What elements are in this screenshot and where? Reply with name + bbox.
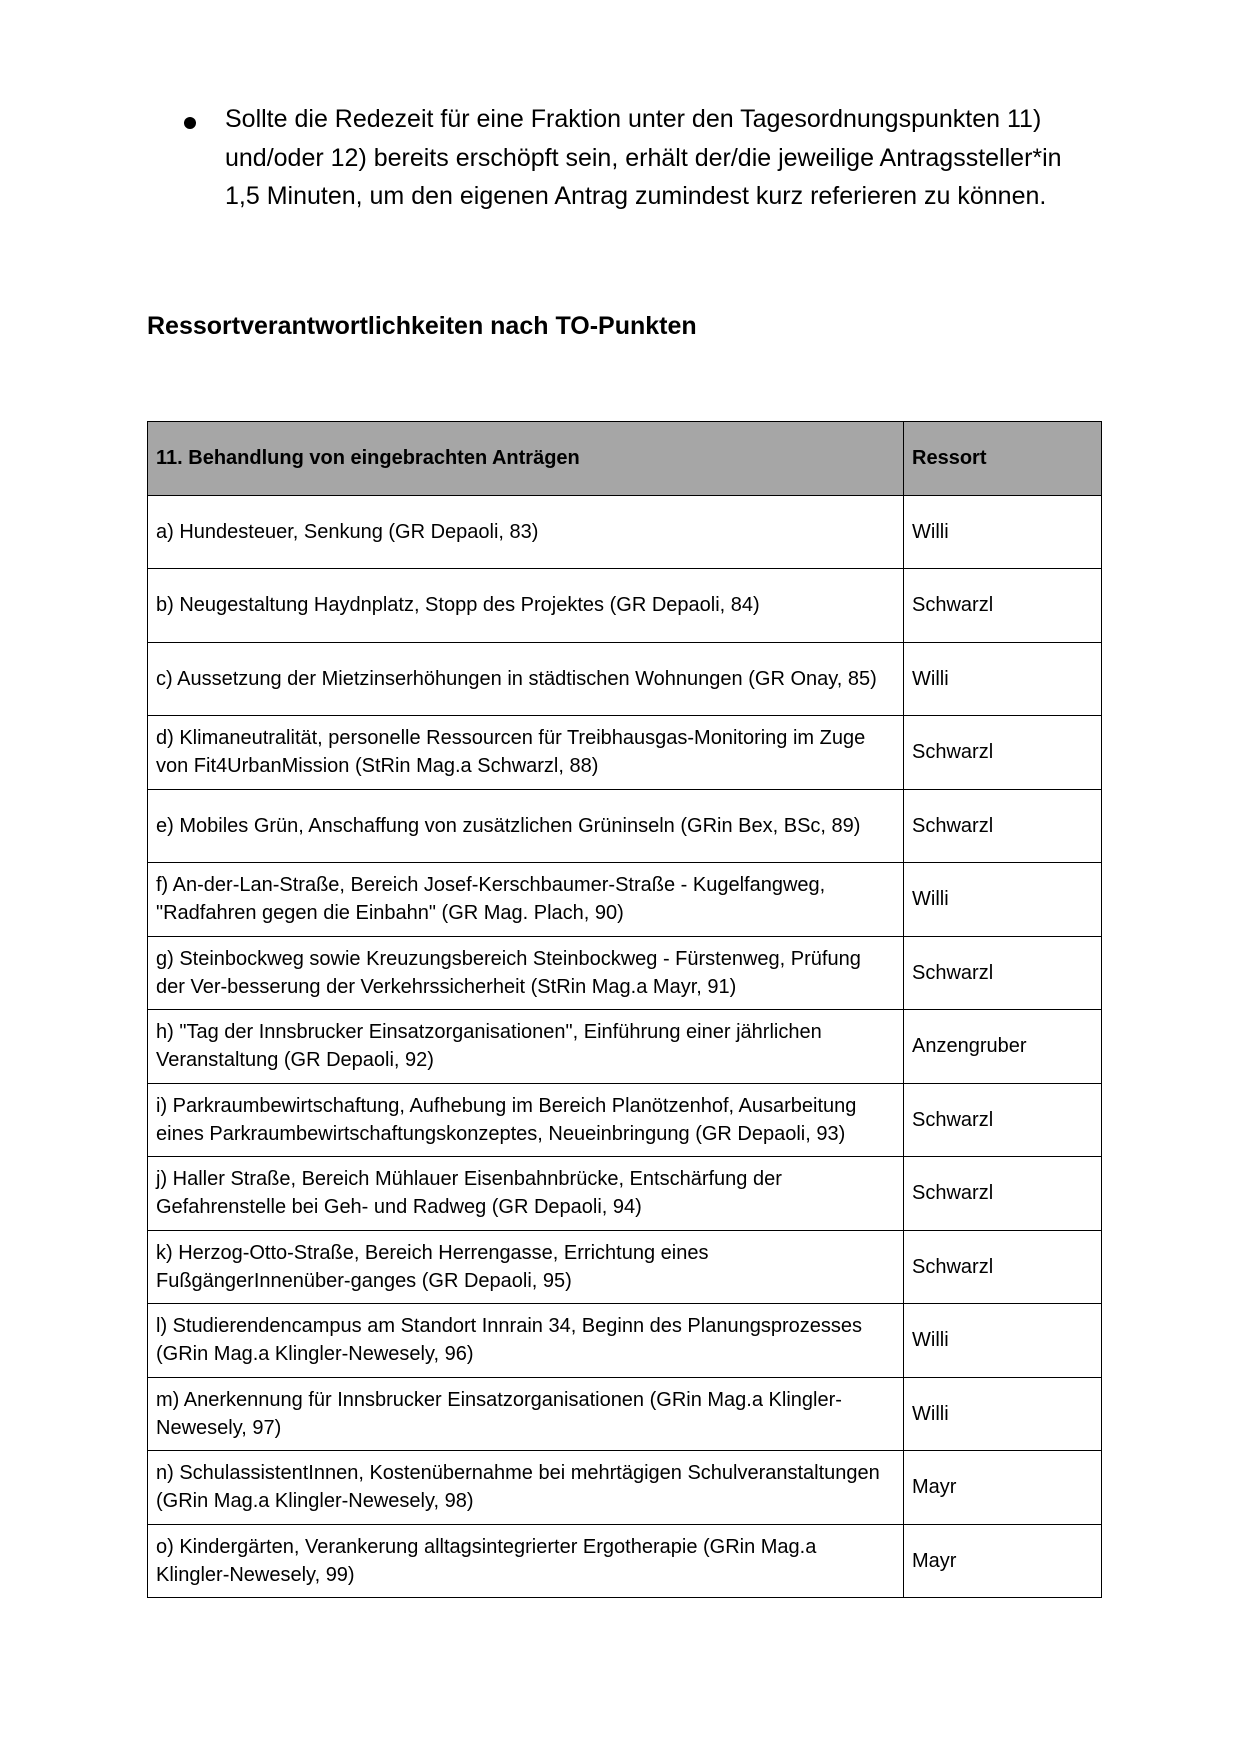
ressort-cell: Willi	[904, 1304, 1102, 1378]
item-cell: j) Haller Straße, Bereich Mühlauer Eisenbahnbrücke, Entschärfung der Gefahrenstelle bei Geh- und Radweg (GR Depaoli, 94)	[148, 1157, 904, 1231]
item-cell: f) An-der-Lan-Straße, Bereich Josef-Kerschbaumer-Straße - Kugelfangweg, "Radfahren gegen die Einbahn" (GR Mag. Plach, 90)	[148, 863, 904, 937]
ressort-table	[147, 421, 1102, 1598]
ressort-cell: Schwarzl	[904, 936, 1102, 1010]
table-row	[148, 1157, 1102, 1231]
ressort-cell: Schwarzl	[904, 1157, 1102, 1231]
item-cell: d) Klimaneutralität, personelle Ressourcen für Treibhausgas-Monitoring im Zuge von Fit4UrbanMission (StRin Mag.a Schwarzl, 88)	[148, 716, 904, 790]
item-cell: i) Parkraumbewirtschaftung, Aufhebung im Bereich Planötzenhof, Ausarbeitung eines Parkraumbewirtschaftungskonzeptes, Neueinbringung (GR Depaoli, 93)	[148, 1083, 904, 1157]
header-item: 11. Behandlung von eingebrachten Anträgen	[148, 422, 904, 496]
ressort-cell: Mayr	[904, 1524, 1102, 1598]
item-cell: e) Mobiles Grün, Anschaffung von zusätzlichen Grüninseln (GRin Bex, BSc, 89)	[148, 789, 904, 863]
item-cell: a) Hundesteuer, Senkung (GR Depaoli, 83)	[148, 495, 904, 569]
table-row	[148, 1524, 1102, 1598]
item-cell: o) Kindergärten, Verankerung alltagsintegrierter Ergotherapie (GRin Mag.a Klingler-Newesely, 99)	[148, 1524, 904, 1598]
item-cell: m) Anerkennung für Innsbrucker Einsatzorganisationen (GRin Mag.a Klingler-Newesely, 97)	[148, 1377, 904, 1451]
bullet-dot-icon	[184, 117, 196, 129]
item-cell: g) Steinbockweg sowie Kreuzungsbereich Steinbockweg - Fürstenweg, Prüfung der Ver-besserung der Verkehrssicherheit (StRin Mag.a Mayr, 91)	[148, 936, 904, 1010]
table-row	[148, 1377, 1102, 1451]
ressort-cell: Anzengruber	[904, 1010, 1102, 1084]
table-header-row	[148, 422, 1102, 496]
ressort-cell: Willi	[904, 1377, 1102, 1451]
ressort-cell: Willi	[904, 495, 1102, 569]
table-row	[148, 936, 1102, 1010]
ressort-cell: Willi	[904, 863, 1102, 937]
ressort-cell: Schwarzl	[904, 569, 1102, 643]
ressort-cell: Schwarzl	[904, 789, 1102, 863]
section-heading: Ressortverantwortlichkeiten nach TO-Punkten	[147, 312, 697, 340]
bullet-item	[184, 100, 1084, 216]
item-cell: l) Studierendencampus am Standort Innrain 34, Beginn des Planungsprozesses (GRin Mag.a Klingler-Newesely, 96)	[148, 1304, 904, 1378]
table-row	[148, 789, 1102, 863]
table-row	[148, 495, 1102, 569]
header-ressort: Ressort	[904, 422, 1102, 496]
ressort-cell: Mayr	[904, 1451, 1102, 1525]
table-row	[148, 569, 1102, 643]
table-row	[148, 1304, 1102, 1378]
bullet-text: Sollte die Redezeit für eine Fraktion unter den Tagesordnungspunkten 11) und/oder 12) bereits erschöpft sein, erhält der/die jeweilige Antragssteller*in 1,5 Minuten, um den eigenen Antrag zumindest kurz referieren zu können.	[225, 105, 1062, 210]
item-cell: n) SchulassistentInnen, Kostenübernahme bei mehrtägigen Schulveranstaltungen (GRin Mag.a Klingler-Newesely, 98)	[148, 1451, 904, 1525]
item-cell: b) Neugestaltung Haydnplatz, Stopp des Projektes (GR Depaoli, 84)	[148, 569, 904, 643]
table-row	[148, 1010, 1102, 1084]
table-row	[148, 642, 1102, 716]
table-row	[148, 1083, 1102, 1157]
item-cell: k) Herzog-Otto-Straße, Bereich Herrengasse, Errichtung eines FußgängerInnenüber-ganges (GR Depaoli, 95)	[148, 1230, 904, 1304]
table-row	[148, 863, 1102, 937]
item-cell: c) Aussetzung der Mietzinserhöhungen in städtischen Wohnungen (GR Onay, 85)	[148, 642, 904, 716]
ressort-cell: Schwarzl	[904, 1230, 1102, 1304]
table-row	[148, 1451, 1102, 1525]
ressort-cell: Schwarzl	[904, 1083, 1102, 1157]
item-cell: h) "Tag der Innsbrucker Einsatzorganisationen", Einführung einer jährlichen Veranstaltung (GR Depaoli, 92)	[148, 1010, 904, 1084]
table-row	[148, 1230, 1102, 1304]
table-row	[148, 716, 1102, 790]
ressort-cell: Willi	[904, 642, 1102, 716]
ressort-cell: Schwarzl	[904, 716, 1102, 790]
